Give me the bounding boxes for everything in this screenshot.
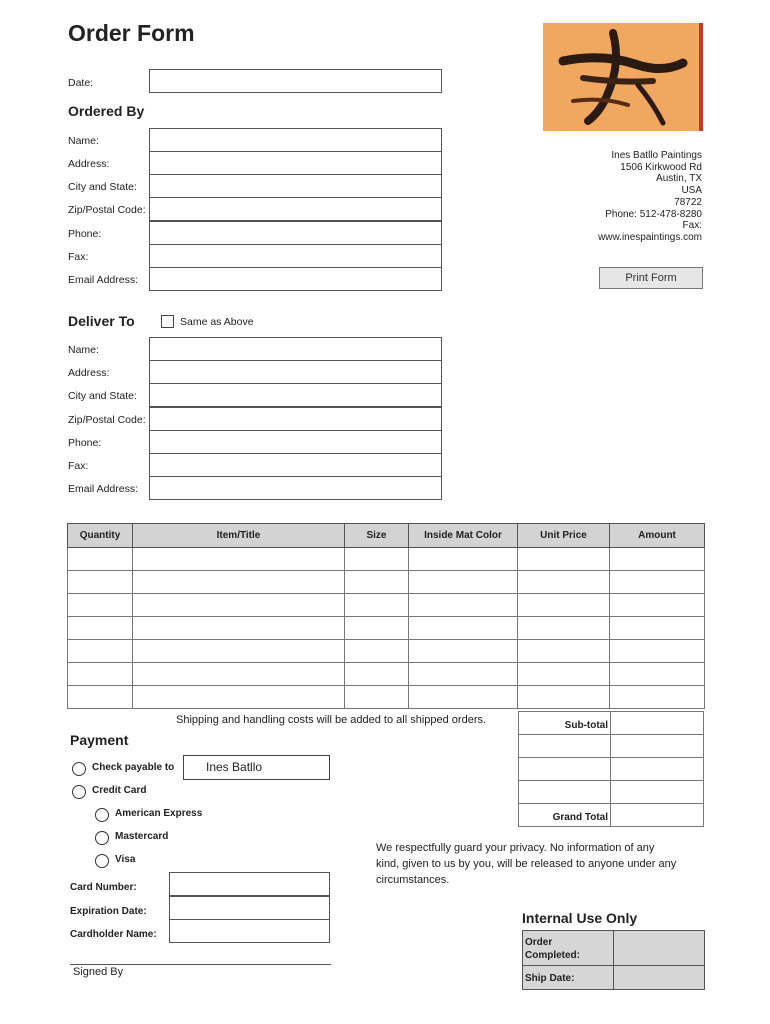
visa-label: Visa xyxy=(115,854,136,865)
deliver-address-label: Address: xyxy=(68,367,110,379)
cell-input[interactable] xyxy=(68,640,133,663)
company-logo xyxy=(543,23,703,131)
col-mat-color: Inside Mat Color xyxy=(409,524,518,548)
ordered-zip-input[interactable] xyxy=(149,197,442,221)
company-address xyxy=(560,150,702,244)
ship-date-label-cell xyxy=(522,965,614,990)
ordered-phone-label: Phone: xyxy=(68,228,102,240)
company-name: Ines Batllo Paintings xyxy=(611,150,702,161)
table-row xyxy=(68,571,705,594)
mastercard-label: Mastercard xyxy=(115,831,169,842)
deliver-to-heading: Deliver To xyxy=(68,313,135,329)
card-number-label: Card Number: xyxy=(70,882,137,893)
cell-input[interactable] xyxy=(409,640,518,663)
cell-input[interactable] xyxy=(345,594,409,617)
credit-card-label: Credit Card xyxy=(92,785,147,796)
table-row xyxy=(68,663,705,686)
cell-input[interactable] xyxy=(133,663,345,686)
deliver-phone-input[interactable] xyxy=(149,430,442,454)
cell-input[interactable] xyxy=(68,663,133,686)
grand-total-label-cell xyxy=(518,803,611,827)
col-unit-price: Unit Price xyxy=(518,524,610,548)
ordered-name-label: Name: xyxy=(68,135,99,147)
check-radio[interactable] xyxy=(72,762,86,776)
same-as-above-checkbox[interactable] xyxy=(161,315,174,328)
privacy-line-2: kind, given to us by you, will be released to anyone under any xyxy=(376,858,677,870)
cell-input[interactable] xyxy=(518,663,610,686)
cell-input[interactable] xyxy=(68,686,133,709)
brush-logo-icon xyxy=(543,23,703,131)
col-item-title: Item/Title xyxy=(133,524,345,548)
table-row xyxy=(68,548,705,571)
date-label: Date: xyxy=(68,77,94,89)
grand-total-input[interactable] xyxy=(610,803,704,827)
totals-blank-cell xyxy=(518,734,611,758)
cell-input[interactable] xyxy=(610,686,705,709)
cell-input[interactable] xyxy=(610,571,705,594)
table-header-row xyxy=(68,524,705,548)
company-zip: 78722 xyxy=(674,196,702,208)
cell-input[interactable] xyxy=(345,640,409,663)
deliver-fax-label: Fax: xyxy=(68,460,89,472)
payment-heading: Payment xyxy=(70,732,129,748)
amex-label: American Express xyxy=(115,808,203,819)
subtotal-label-cell xyxy=(518,711,611,735)
ordered-email-label: Email Address: xyxy=(68,274,139,286)
ordered-city-input[interactable] xyxy=(149,174,442,198)
deliver-address-input[interactable] xyxy=(149,360,442,384)
cell-input[interactable] xyxy=(518,594,610,617)
totals-input[interactable] xyxy=(610,734,704,758)
company-fax: Fax: xyxy=(682,220,702,232)
cell-input[interactable] xyxy=(133,686,345,709)
order-items-table xyxy=(67,523,705,709)
ordered-address-label: Address: xyxy=(68,158,110,170)
shipping-note: Shipping and handling costs will be added to all shipped orders. xyxy=(176,714,487,726)
cell-input[interactable] xyxy=(409,617,518,640)
deliver-email-label: Email Address: xyxy=(68,483,139,495)
subtotal-label: Sub-total xyxy=(564,720,608,731)
ordered-email-input[interactable] xyxy=(149,267,442,291)
cell-input[interactable] xyxy=(345,571,409,594)
cell-input[interactable] xyxy=(345,548,409,571)
company-city: Austin, TX xyxy=(656,173,702,185)
order-completed-line-1: Order xyxy=(525,937,553,948)
order-completed-label xyxy=(525,936,580,962)
totals-blank-cell xyxy=(518,780,611,804)
company-website[interactable]: www.inespaintings.com xyxy=(598,231,702,243)
privacy-line-3: circumstances. xyxy=(376,874,450,886)
ordered-name-input[interactable] xyxy=(149,128,442,152)
cell-input[interactable] xyxy=(133,571,345,594)
order-completed-line-2: Completed: xyxy=(525,950,580,961)
cell-input[interactable] xyxy=(409,571,518,594)
deliver-zip-label: Zip/Postal Code: xyxy=(68,414,146,426)
check-payable-label: Check payable to xyxy=(92,762,175,773)
cell-input[interactable] xyxy=(68,571,133,594)
cell-input[interactable] xyxy=(518,548,610,571)
cell-input[interactable] xyxy=(409,686,518,709)
logo-accent-bar xyxy=(699,23,703,131)
credit-card-radio[interactable] xyxy=(72,785,86,799)
visa-radio[interactable] xyxy=(95,854,109,868)
expiration-input[interactable] xyxy=(169,896,330,920)
deliver-email-input[interactable] xyxy=(149,476,442,500)
deliver-name-label: Name: xyxy=(68,344,99,356)
cell-input[interactable] xyxy=(409,594,518,617)
grand-total-label: Grand Total xyxy=(552,812,608,823)
cell-input[interactable] xyxy=(610,640,705,663)
cell-input[interactable] xyxy=(409,548,518,571)
print-form-button[interactable]: Print Form xyxy=(599,267,703,289)
ordered-city-label: City and State: xyxy=(68,181,137,193)
table-row xyxy=(68,594,705,617)
cell-input[interactable] xyxy=(68,548,133,571)
order-completed-input[interactable] xyxy=(613,930,705,966)
privacy-line-1: We respectfully guard your privacy. No information of any xyxy=(376,842,655,854)
cell-input[interactable] xyxy=(345,663,409,686)
ordered-phone-input[interactable] xyxy=(149,221,442,245)
cell-input[interactable] xyxy=(610,617,705,640)
ordered-fax-label: Fax: xyxy=(68,251,89,263)
cardholder-input[interactable] xyxy=(169,919,330,943)
cell-input[interactable] xyxy=(133,617,345,640)
card-number-input[interactable] xyxy=(169,872,330,896)
table-row xyxy=(68,617,705,640)
order-completed-label-cell xyxy=(522,930,614,966)
totals-blank-cell xyxy=(518,757,611,781)
cell-input[interactable] xyxy=(345,617,409,640)
col-quantity: Quantity xyxy=(68,524,133,548)
ordered-zip-label: Zip/Postal Code: xyxy=(68,204,146,216)
privacy-notice xyxy=(376,840,676,888)
expiration-label: Expiration Date: xyxy=(70,906,147,917)
subtotal-input[interactable] xyxy=(610,711,704,735)
table-row xyxy=(68,686,705,709)
ship-date-input[interactable] xyxy=(613,965,705,990)
check-payable-value: Ines Batllo xyxy=(206,760,263,774)
cell-input[interactable] xyxy=(68,617,133,640)
cell-input[interactable] xyxy=(345,686,409,709)
deliver-phone-label: Phone: xyxy=(68,437,102,449)
deliver-city-input[interactable] xyxy=(149,383,442,407)
internal-use-heading: Internal Use Only xyxy=(522,910,638,926)
cell-input[interactable] xyxy=(409,663,518,686)
col-amount: Amount xyxy=(610,524,705,548)
deliver-fax-input[interactable] xyxy=(149,453,442,477)
mastercard-radio[interactable] xyxy=(95,831,109,845)
page-title: Order Form xyxy=(68,20,195,46)
cell-input[interactable] xyxy=(518,617,610,640)
signature-line[interactable] xyxy=(70,964,331,965)
cell-input[interactable] xyxy=(518,571,610,594)
ordered-by-heading: Ordered By xyxy=(68,103,145,119)
ordered-fax-input[interactable] xyxy=(149,244,442,268)
cell-input[interactable] xyxy=(518,686,610,709)
totals-input[interactable] xyxy=(610,780,704,804)
ship-date-label: Ship Date: xyxy=(525,973,575,984)
cell-input[interactable] xyxy=(610,548,705,571)
cell-input[interactable] xyxy=(133,548,345,571)
deliver-city-label: City and State: xyxy=(68,390,137,402)
table-row xyxy=(68,640,705,663)
cell-input[interactable] xyxy=(133,594,345,617)
cell-input[interactable] xyxy=(133,640,345,663)
check-payable-field[interactable] xyxy=(183,755,330,780)
cell-input[interactable] xyxy=(610,663,705,686)
company-country: USA xyxy=(681,185,702,197)
company-street: 1506 Kirkwood Rd xyxy=(620,161,702,173)
totals-input[interactable] xyxy=(610,757,704,781)
date-input[interactable] xyxy=(149,69,442,93)
col-size: Size xyxy=(345,524,409,548)
company-phone: Phone: 512-478-8280 xyxy=(605,208,702,220)
cell-input[interactable] xyxy=(610,594,705,617)
signed-by-label: Signed By xyxy=(73,966,124,978)
deliver-name-input[interactable] xyxy=(149,337,442,361)
deliver-zip-input[interactable] xyxy=(149,407,442,431)
cell-input[interactable] xyxy=(68,594,133,617)
cell-input[interactable] xyxy=(518,640,610,663)
cardholder-label: Cardholder Name: xyxy=(70,929,157,940)
amex-radio[interactable] xyxy=(95,808,109,822)
ordered-address-input[interactable] xyxy=(149,151,442,175)
same-as-above-label: Same as Above xyxy=(180,316,254,328)
